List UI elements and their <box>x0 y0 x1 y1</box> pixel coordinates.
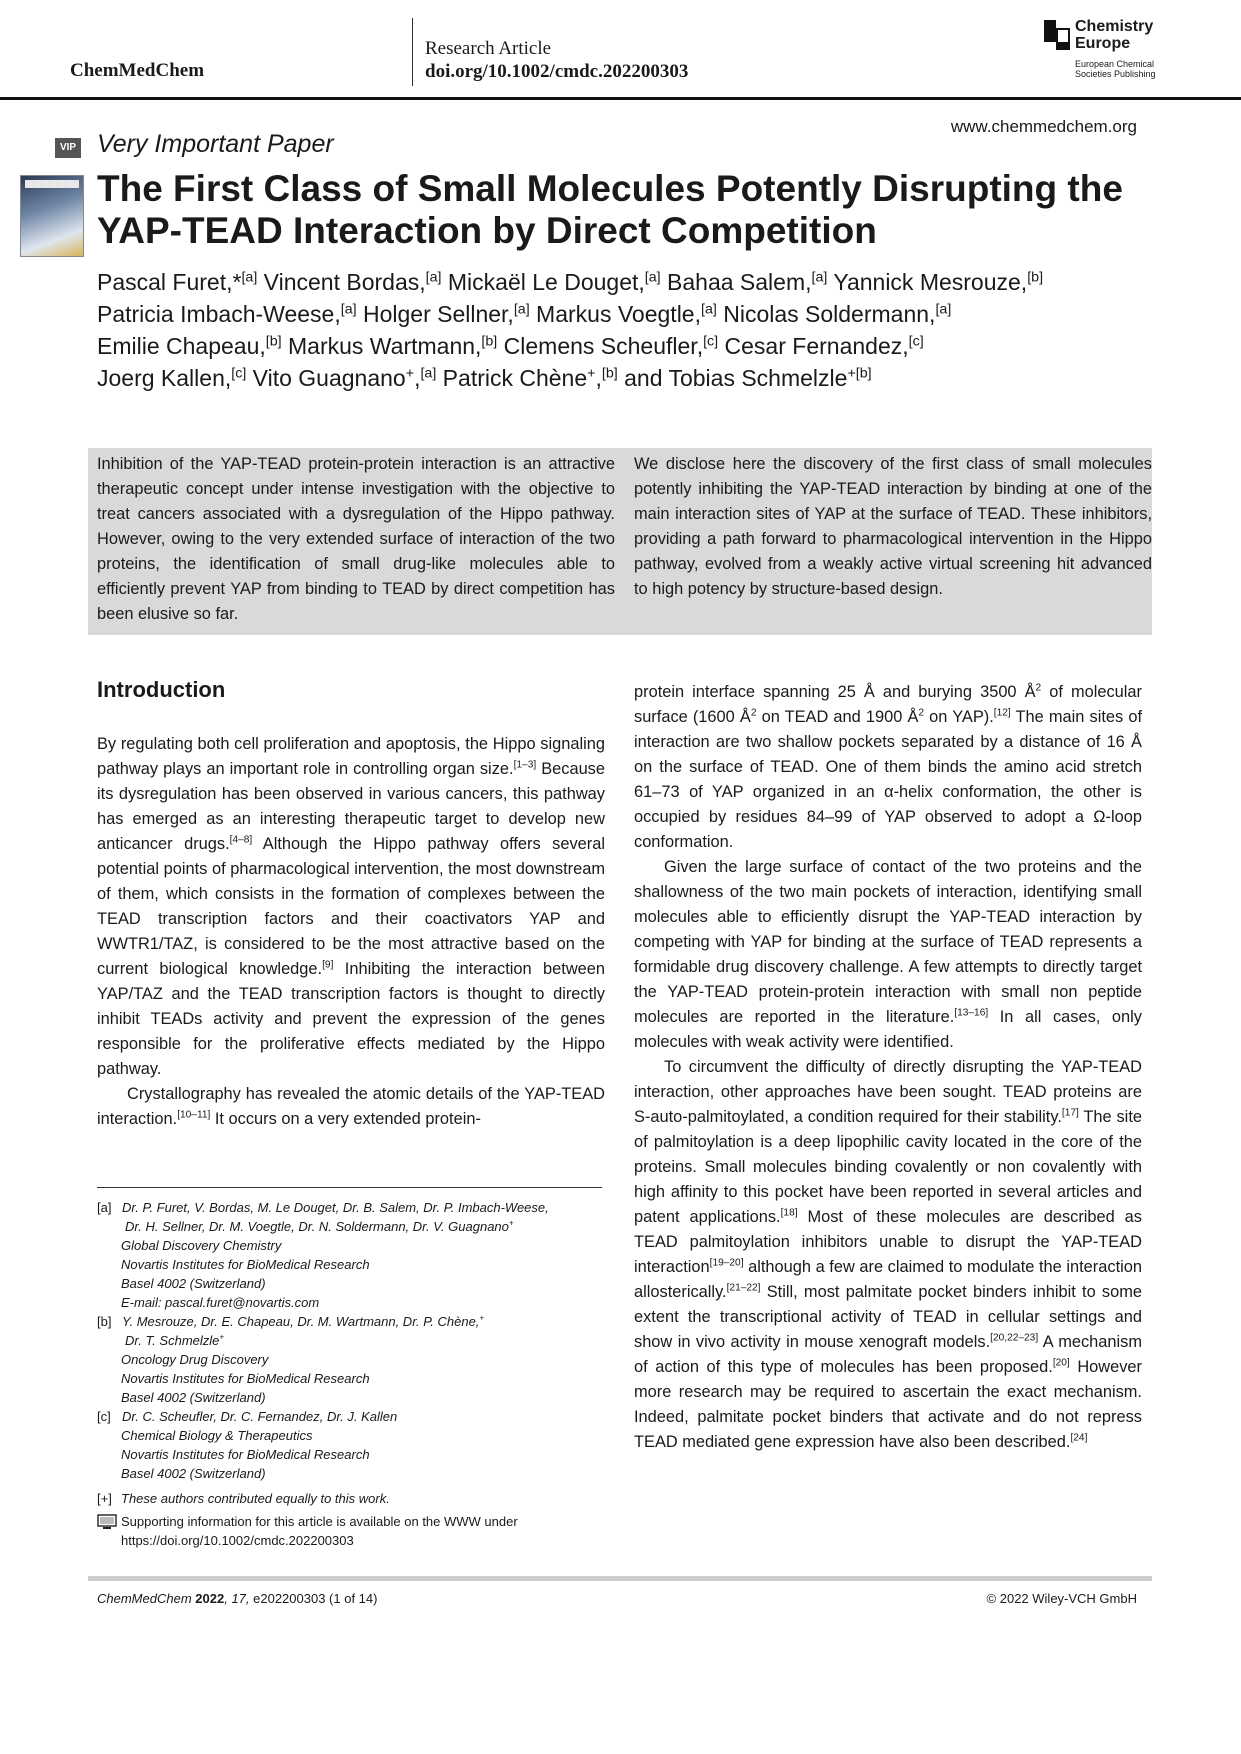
citation-ref: [20] <box>1052 1357 1070 1369</box>
author-name: , <box>414 365 421 391</box>
affiliation-entry <box>97 1312 607 1407</box>
journal-website-link[interactable]: www.chemmedchem.org <box>950 117 1137 136</box>
footer-volume: 17 <box>231 1591 246 1606</box>
supporting-info-note <box>97 1512 607 1550</box>
author-name: Markus Wartmann, <box>281 333 482 359</box>
author-name: Pascal Furet,* <box>97 269 242 295</box>
author-affiliation-mark: [a] <box>241 269 258 286</box>
text-run: However more research may be required to ascertain the exact mechanism. Indeed, palmitate pocket binders that activate and do not repress TEAD mediated gene expression have also been described. <box>634 1358 1142 1451</box>
author-affiliation-mark: [a] <box>700 301 717 318</box>
author-affiliation-mark: [a] <box>644 269 661 286</box>
text-run: of molecular surface (1600 Å <box>634 683 1142 726</box>
affiliation-sup: + <box>219 1332 225 1342</box>
affiliations <box>97 1198 607 1550</box>
text-run: To circumvent the difficulty of directly disrupting the YAP-TEAD interaction, other approaches have been sought. TEAD proteins are S-auto-palmitoylated, a condition required for their stability. <box>634 1058 1142 1126</box>
affiliation-line: Basel 4002 (Switzerland) <box>121 1390 266 1405</box>
publisher-name: Chemistry <box>1075 18 1154 35</box>
text-run: By regulating both cell proliferation and apoptosis, the Hippo signaling pathway plays an important role in controlling organ size. <box>97 735 605 778</box>
author-name: Cesar Fernandez, <box>718 333 909 359</box>
text-run: A mechanism of action of this type of molecules has been proposed. <box>634 1333 1142 1376</box>
citation-ref: [4–8] <box>229 834 253 846</box>
monitor-icon <box>97 1514 117 1530</box>
affiliation-sup: + <box>479 1313 485 1323</box>
affiliation-names <box>121 1200 549 1215</box>
footer-journal: ChemMedChem <box>97 1591 192 1606</box>
affiliation-line: Chemical Biology & Therapeutics <box>121 1428 313 1443</box>
text-run: protein interface spanning 25 Å and burying 3500 Å <box>634 683 1036 701</box>
affiliation-names-line: Y. Mesrouze, Dr. E. Chapeau, Dr. M. Wartmann, Dr. P. Chène, <box>122 1314 480 1329</box>
affiliation-names-line: Dr. T. Schmelzle <box>125 1333 220 1348</box>
author-affiliation-mark: +[b] <box>847 365 872 382</box>
author-name: and Tobias Schmelzle <box>617 365 848 391</box>
author-name: Patricia Imbach-Weese, <box>97 301 341 327</box>
text-run: Given the large surface of contact of the two proteins and the shallowness of the two main pockets of interaction, identifying small molecules able to efficiently disrupt the YAP-TEAD interaction by competing with YAP for binding at the surface of TEAD represents a formidable drug discovery challenge. A few attempts to directly target the YAP-TEAD protein-protein interaction with small non peptide molecules are reported in the literature. <box>634 858 1142 1026</box>
author-name: Nicolas Soldermann, <box>716 301 936 327</box>
citation-ref: [9] <box>322 959 334 971</box>
citation-ref: 2 <box>750 707 757 719</box>
author-affiliation-mark: [b] <box>481 333 498 350</box>
author-affiliation-mark: [a] <box>811 269 828 286</box>
author-name: Vincent Bordas, <box>257 269 426 295</box>
affiliation-mark: [c] <box>97 1409 111 1424</box>
journal-cover-thumbnail <box>20 175 84 257</box>
citation-ref: [17] <box>1061 1107 1079 1119</box>
affiliation-line: Oncology Drug Discovery <box>121 1352 269 1367</box>
article-type: Research Article <box>425 38 552 59</box>
citation-ref: 2 <box>1035 682 1042 694</box>
introduction-right-column <box>634 680 1142 1455</box>
text-run: on TEAD and 1900 Å <box>756 708 919 726</box>
author-line <box>97 330 1157 362</box>
author-affiliation-mark: [a] <box>935 301 952 318</box>
author-name: , <box>595 365 602 391</box>
text-run: Although the Hippo pathway offers several potential points of pharmacological intervention, the most downstream of them, which consists in the formation of complexes between the TEAD transcription factors and their coactivators YAP and WWTR1/TAZ, is considered to be the most attractive based on the current biological knowledge. <box>97 835 605 978</box>
section-heading-introduction: Introduction <box>97 677 226 702</box>
citation-ref: [20,22–23] <box>990 1332 1039 1344</box>
paragraph <box>634 1055 1142 1455</box>
footnote-mark: [+] <box>97 1491 112 1506</box>
author-name: Clemens Scheufler, <box>497 333 704 359</box>
chemistry-europe-logo-icon <box>1044 20 1070 50</box>
author-line <box>97 362 1157 394</box>
text-run: Because its dysregulation has been observed in various cancers, this pathway has emerged as an interesting therapeutic target to develop new anticancer drugs. <box>97 760 605 853</box>
author-affiliation-mark: [c] <box>703 333 719 350</box>
author-line <box>97 266 1157 298</box>
footer-article: e202200303 (1 of 14) <box>253 1591 378 1606</box>
author-name: Emilie Chapeau, <box>97 333 266 359</box>
header-divider <box>412 18 413 86</box>
author-affiliation-mark: + <box>405 365 415 382</box>
introduction-left-column <box>97 732 605 1132</box>
affiliation-line: Novartis Institutes for BioMedical Research <box>121 1257 370 1272</box>
text-run: Inhibiting the interaction between YAP/TAZ and the TEAD transcription factors is thought to directly inhibit TEADs activity and prevent the expression of the genes responsible for the proliferative effects mediated by the Hippo pathway. <box>97 960 605 1078</box>
author-name: Patrick Chène <box>436 365 588 391</box>
author-affiliation-mark: [b] <box>601 365 618 382</box>
citation-ref: [21–22] <box>726 1282 761 1294</box>
affiliation-sup: + <box>508 1218 514 1228</box>
author-affiliation-mark: [b] <box>265 333 282 350</box>
author-affiliation-mark: [a] <box>420 365 437 382</box>
footer-year: 2022 <box>195 1591 225 1606</box>
author-name: Yannick Mesrouze, <box>827 269 1028 295</box>
text-run: Crystallography has revealed the atomic details of the YAP-TEAD interaction. <box>97 1085 605 1128</box>
affiliation-line: E-mail: pascal.furet@novartis.com <box>121 1295 320 1310</box>
author-name: Bahaa Salem, <box>660 269 812 295</box>
citation-ref: [1–3] <box>513 759 537 771</box>
affiliation-line: Basel 4002 (Switzerland) <box>121 1466 266 1481</box>
author-name: Mickaël Le Douget, <box>441 269 645 295</box>
text-run: The site of palmitoylation is a deep lipophilic cavity located in the core of the proteins. Small molecules binding covalently or non covalently with high affinity to this pocket have been reported in several articles and patent applications. <box>634 1108 1142 1226</box>
affiliation-line: Novartis Institutes for BioMedical Research <box>121 1371 370 1386</box>
affiliation-names-cont <box>121 1331 607 1350</box>
supporting-info-text: Supporting information for this article is available on the WWW under https://doi.org/10.1002/cmdc.202200303 <box>121 1514 518 1548</box>
affiliation-names-line: Dr. P. Furet, V. Bordas, M. Le Douget, Dr. B. Salem, Dr. P. Imbach-Weese, <box>122 1200 549 1215</box>
footer-rule <box>88 1576 1152 1581</box>
text-run: Still, most palmitate pocket binders inhibit to some extent the transcriptional activity of TEAD in cellular settings and show in vivo activity in mouse xenograft models. <box>634 1283 1142 1351</box>
journal-name: ChemMedChem <box>70 60 205 81</box>
equal-contribution-note <box>97 1489 607 1508</box>
publisher-subtitle: European Chemical <box>1075 59 1155 69</box>
abstract-left: Inhibition of the YAP-TEAD protein-protein interaction is an attractive therapeutic concept under intense investigation with the objective to treat cancers associated with a dysregulation of the Hippo pathway. However, owing to the very extended surface of interaction of the two proteins, the identification of small drug-like molecules able to efficiently prevent YAP from binding to TEAD by direct competition has been elusive so far. <box>97 455 615 623</box>
author-name: Holger Sellner, <box>356 301 514 327</box>
paper-category: Very Important Paper <box>97 130 334 158</box>
citation-ref: [13–16] <box>954 1007 989 1019</box>
text-run: The main sites of interaction are two shallow pockets separated by a distance of 16 Å on the surface of TEAD. One of them binds the amino acid stretch 61–73 of YAP organized in an α-helix conformation, the other is occupied by residues 84–99 of YAP observed to adopt a Ω-loop conformation. <box>634 708 1142 851</box>
affiliation-entry <box>97 1198 607 1312</box>
affiliation-names-line: Dr. H. Sellner, Dr. M. Voegtle, Dr. N. Soldermann, Dr. V. Guagnano <box>125 1219 509 1234</box>
paragraph <box>97 732 605 1082</box>
affiliation-entry <box>97 1407 607 1483</box>
author-affiliation-mark: [a] <box>425 269 442 286</box>
author-line <box>97 298 1157 330</box>
paragraph <box>634 855 1142 1055</box>
paragraph <box>634 680 1142 855</box>
author-affiliation-mark: + <box>587 365 596 382</box>
author-affiliation-mark: [a] <box>513 301 530 318</box>
publisher-name: Europe <box>1075 35 1131 52</box>
affiliation-mark: [a] <box>97 1200 112 1215</box>
author-affiliation-mark: [c] <box>908 333 924 350</box>
affiliation-line: Global Discovery Chemistry <box>121 1238 282 1253</box>
header-rule <box>0 97 1241 100</box>
text-run: although a few are claimed to modulate the interaction allosterically. <box>634 1258 1142 1301</box>
citation-ref: 2 <box>918 707 925 719</box>
author-name: Joerg Kallen, <box>97 365 232 391</box>
abstract-right: We disclose here the discovery of the first class of small molecules potently inhibiting the YAP-TEAD interaction by binding at one of the main interaction sites of YAP at the surface of TEAD. These inhibitors, providing a path forward to pharmacological intervention in the Hippo pathway, evolved from a weakly active virtual screening hit advanced to high potency by structure-based design. <box>634 455 1152 598</box>
author-affiliation-mark: [a] <box>340 301 357 318</box>
affiliation-line: Basel 4002 (Switzerland) <box>121 1276 266 1291</box>
citation-ref: [24] <box>1070 1432 1088 1444</box>
paper-title: The First Class of Small Molecules Potently Disrupting the YAP-TEAD Interaction by Direct Competition <box>97 168 1123 251</box>
citation-ref: [12] <box>993 707 1011 719</box>
citation-ref: [19–20] <box>709 1257 744 1269</box>
text-run: In all cases, only molecules with weak activity were identified. <box>634 1008 1142 1051</box>
affiliation-names <box>121 1409 397 1424</box>
publisher-subtitle: Societies Publishing <box>1075 69 1156 79</box>
equal-contribution-text: These authors contributed equally to this work. <box>121 1491 390 1506</box>
vip-badge: VIP <box>55 138 81 158</box>
author-affiliation-mark: [b] <box>1027 269 1044 286</box>
footer-citation: ChemMedChem 2022, 17, e202200303 (1 of 14) <box>97 1591 378 1606</box>
citation-ref: [10–11] <box>177 1109 211 1121</box>
affiliation-mark: [b] <box>97 1314 112 1329</box>
doi-link[interactable]: doi.org/10.1002/cmdc.202200303 <box>425 61 689 82</box>
publisher-logo <box>1044 18 1184 82</box>
affiliation-names <box>121 1314 484 1329</box>
footnote-rule <box>97 1187 602 1188</box>
text-run: on YAP). <box>924 708 994 726</box>
text-run: It occurs on a very extended protein- <box>210 1110 481 1128</box>
citation-ref: [18] <box>780 1207 798 1219</box>
affiliation-line: Novartis Institutes for BioMedical Research <box>121 1447 370 1462</box>
footer-copyright: © 2022 Wiley-VCH GmbH <box>986 1591 1137 1606</box>
author-name: Markus Voegtle, <box>529 301 701 327</box>
paragraph <box>97 1082 605 1132</box>
text-run: Most of these molecules are described as TEAD palmitoylation inhibitors unable to disrupt the YAP-TEAD interaction <box>634 1208 1142 1276</box>
affiliation-names-line: Dr. C. Scheufler, Dr. C. Fernandez, Dr. J. Kallen <box>122 1409 398 1424</box>
author-affiliation-mark: [c] <box>231 365 247 382</box>
affiliation-names-cont <box>121 1217 607 1236</box>
author-name: Vito Guagnano <box>246 365 406 391</box>
author-list <box>97 266 1157 394</box>
